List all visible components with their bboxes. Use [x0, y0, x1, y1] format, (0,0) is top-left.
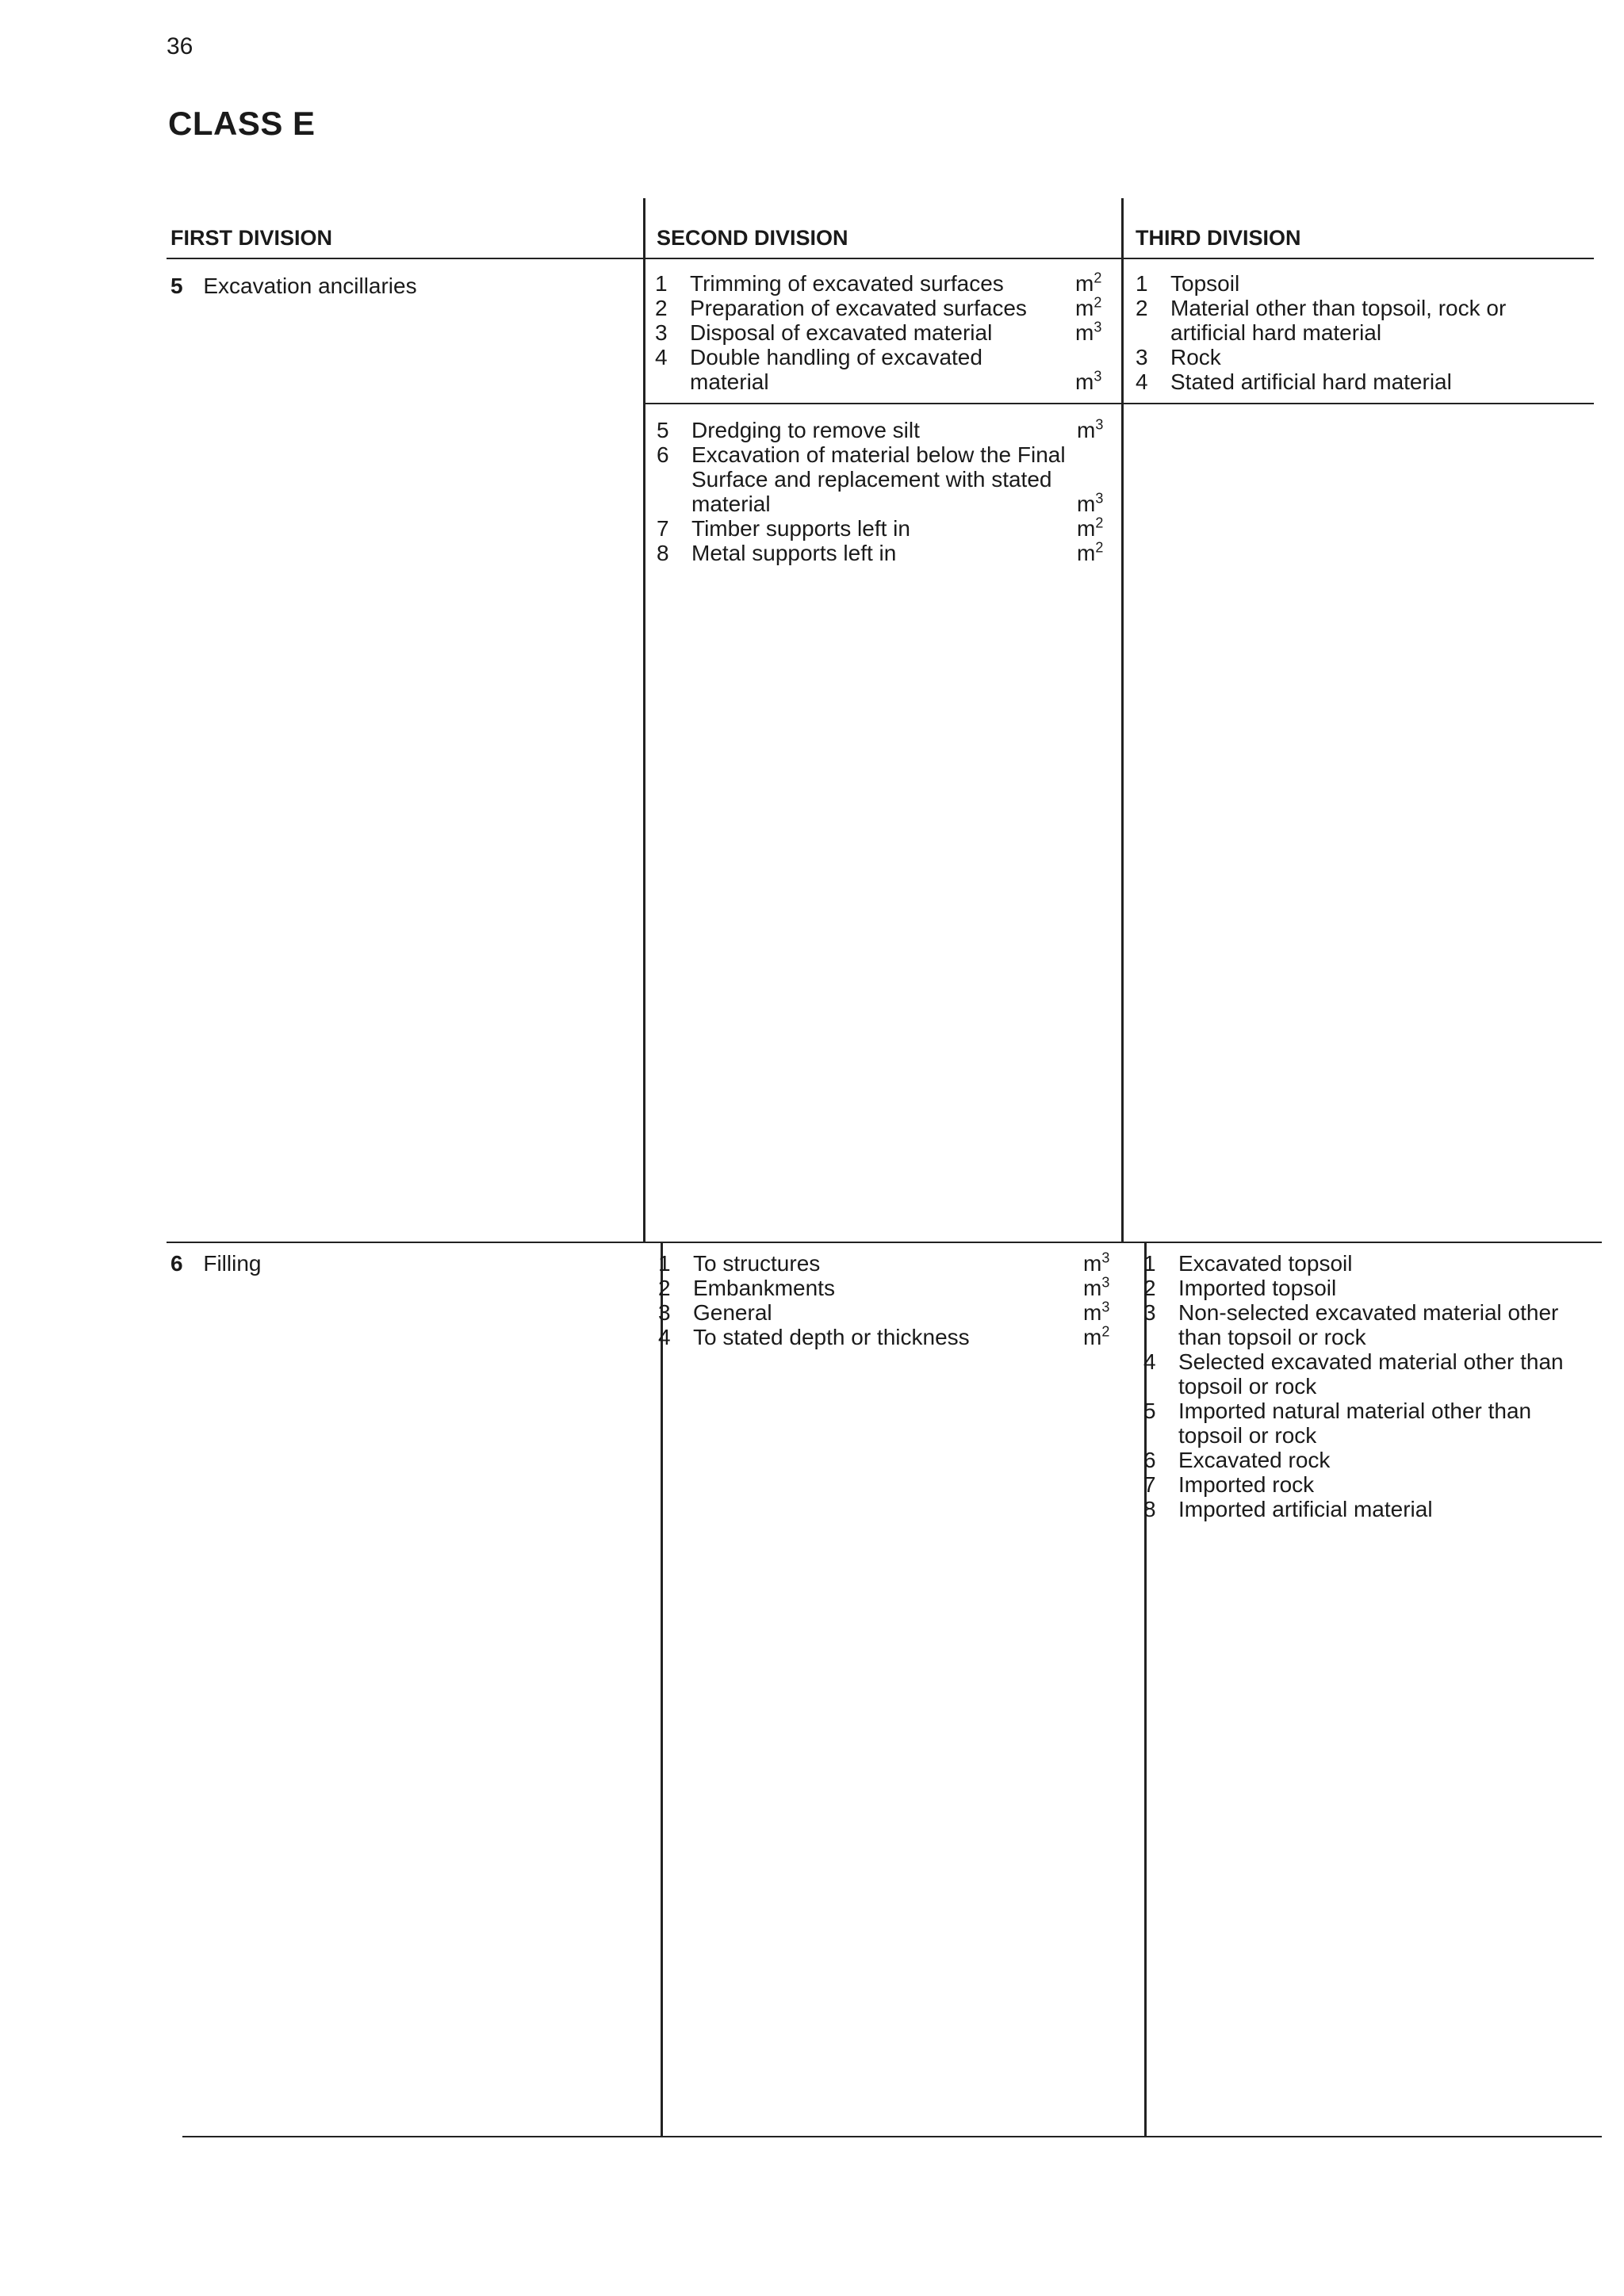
group5-sub-rule [644, 403, 1594, 404]
list-item-continuation: topsoil or rock [1178, 1423, 1317, 1448]
list-item-continuation: material [690, 369, 769, 394]
first-division-item-number: 5 [170, 274, 183, 298]
column-divider-1 [643, 198, 645, 1243]
first-division-item-5 [170, 274, 417, 299]
page-number: 36 [167, 33, 193, 59]
column-divider-2 [1121, 198, 1124, 1243]
second-division-header: SECOND DIVISION [657, 226, 848, 250]
header-rule [167, 258, 1594, 259]
unit: $m^3$ [1083, 1299, 1110, 1325]
unit: $m^2$ [1077, 515, 1104, 541]
unit: $m^3$ [1077, 416, 1104, 442]
unit: $m^2$ [1075, 294, 1102, 320]
column-divider-2-lower [1144, 1242, 1147, 2137]
list-item-continuation: artificial hard material [1170, 320, 1382, 345]
list-item-continuation: Surface and replacement with stated [691, 467, 1052, 492]
first-division-header: FIRST DIVISION [170, 226, 333, 250]
first-division-item-6 [170, 1251, 262, 1276]
list-item-continuation: topsoil or rock [1178, 1374, 1317, 1399]
unit: $m^2$ [1075, 270, 1102, 296]
unit: $m^2$ [1083, 1323, 1110, 1349]
group6-rule [167, 1242, 1602, 1243]
class-title: CLASS E [168, 105, 316, 142]
first-division-item-label: Excavation ancillaries [203, 274, 417, 298]
third-division-header: THIRD DIVISION [1136, 226, 1301, 250]
unit: $m^3$ [1083, 1274, 1110, 1300]
unit: $m^3$ [1075, 368, 1102, 394]
unit: $m^3$ [1075, 319, 1102, 345]
unit: $m^3$ [1077, 490, 1104, 516]
list-item-continuation: than topsoil or rock [1178, 1325, 1366, 1349]
first-division-item-number: 6 [170, 1251, 183, 1276]
unit: $m^3$ [1083, 1249, 1110, 1276]
column-divider-1-lower [661, 1242, 663, 2137]
list-item-continuation: material [691, 492, 771, 516]
first-division-item-label: Filling [203, 1251, 262, 1276]
unit: $m^2$ [1077, 539, 1104, 565]
bottom-rule [182, 2136, 1602, 2137]
